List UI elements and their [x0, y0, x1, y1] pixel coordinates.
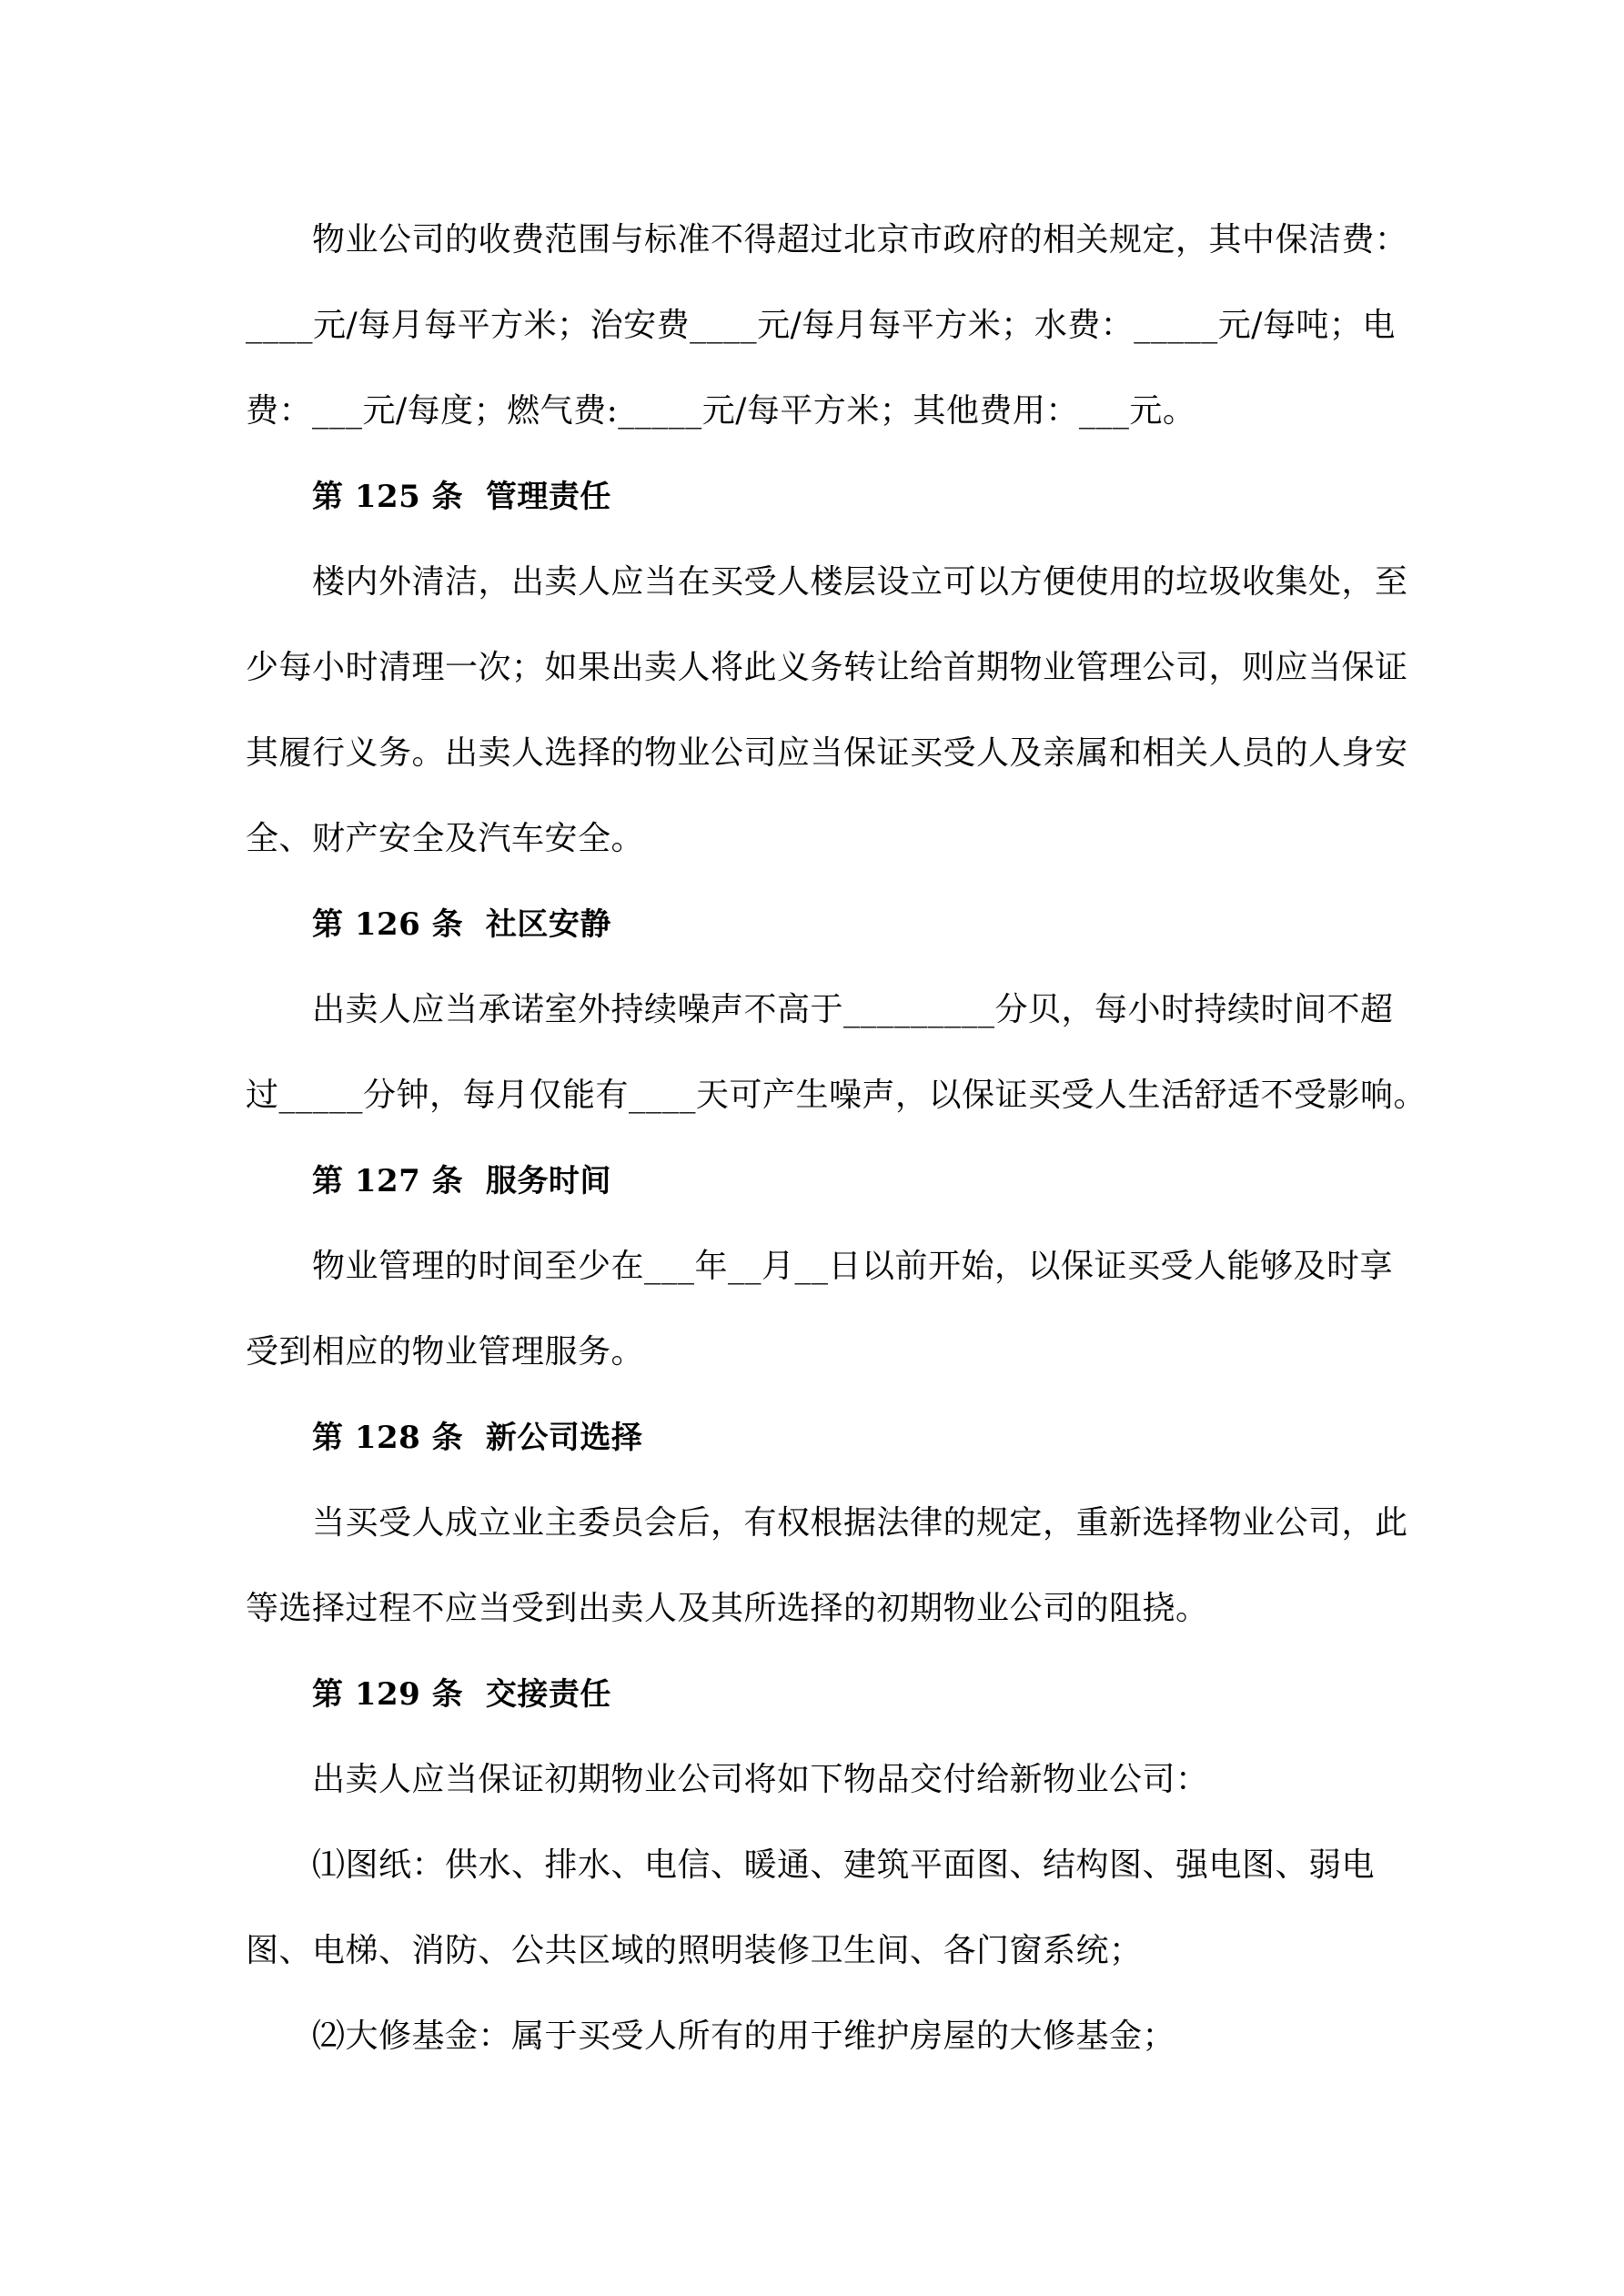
- article-126-heading: 第 126 条 社区安静: [312, 906, 611, 943]
- article-129-item-1-line-1: ⑴图纸：供水、排水、电信、暖通、建筑平面图、结构图、强电图、弱电: [312, 1846, 1376, 1884]
- article-126-line-2: 过_____分钟，每月仅能有____天可产生噪声，以保证买受人生活舒适不受影响。: [246, 1077, 1427, 1114]
- article-128-line-2: 等选择过程不应当受到出卖人及其所选择的初期物业公司的阻挠。: [246, 1590, 1209, 1627]
- article-128-heading: 第 128 条 新公司选择: [312, 1420, 643, 1456]
- article-127-line-2: 受到相应的物业管理服务。: [246, 1333, 645, 1371]
- article-125-line-2: 少每小时清理一次；如果出卖人将此义务转让给首期物业管理公司，则应当保证: [246, 649, 1408, 686]
- article-129-item-2-line-1: ⑵大修基金：属于买受人所有的用于维护房屋的大修基金；: [312, 2018, 1176, 2055]
- article-127-heading: 第 127 条 服务时间: [312, 1163, 611, 1199]
- fee-paragraph-line-3: 费：___元/每度；燃气费:_____元/每平方米；其他费用：___元。: [246, 392, 1196, 430]
- article-126-line-1: 出卖人应当承诺室外持续噪声不高于_________分贝，每小时持续时间不超: [312, 991, 1394, 1028]
- fee-paragraph-line-1: 物业公司的收费范围与标准不得超过北京市政府的相关规定，其中保洁费：: [312, 221, 1408, 258]
- article-125-line-1: 楼内外清洁，出卖人应当在买受人楼层设立可以方便使用的垃圾收集处，至: [312, 563, 1408, 601]
- article-128-line-1: 当买受人成立业主委员会后，有权根据法律的规定，重新选择物业公司，此: [312, 1504, 1408, 1542]
- article-129-heading: 第 129 条 交接责任: [312, 1676, 611, 1713]
- article-125-heading: 第 125 条 管理责任: [312, 479, 611, 515]
- fee-paragraph-line-2: ____元/每月每平方米；治安费____元/每月每平方米；水费：_____元/每吨；电: [246, 307, 1396, 344]
- article-127-line-1: 物业管理的时间至少在___年__月__日以前开始，以保证买受人能够及时享: [312, 1248, 1394, 1285]
- article-125-line-4: 全、财产安全及汽车安全。: [246, 820, 645, 857]
- article-129-item-1-line-2: 图、电梯、消防、公共区域的照明装修卫生间、各门窗系统；: [246, 1932, 1143, 1969]
- article-129-line-1: 出卖人应当保证初期物业公司将如下物品交付给新物业公司：: [312, 1761, 1209, 1798]
- article-125-line-3: 其履行义务。出卖人选择的物业公司应当保证买受人及亲属和相关人员的人身安: [246, 734, 1408, 772]
